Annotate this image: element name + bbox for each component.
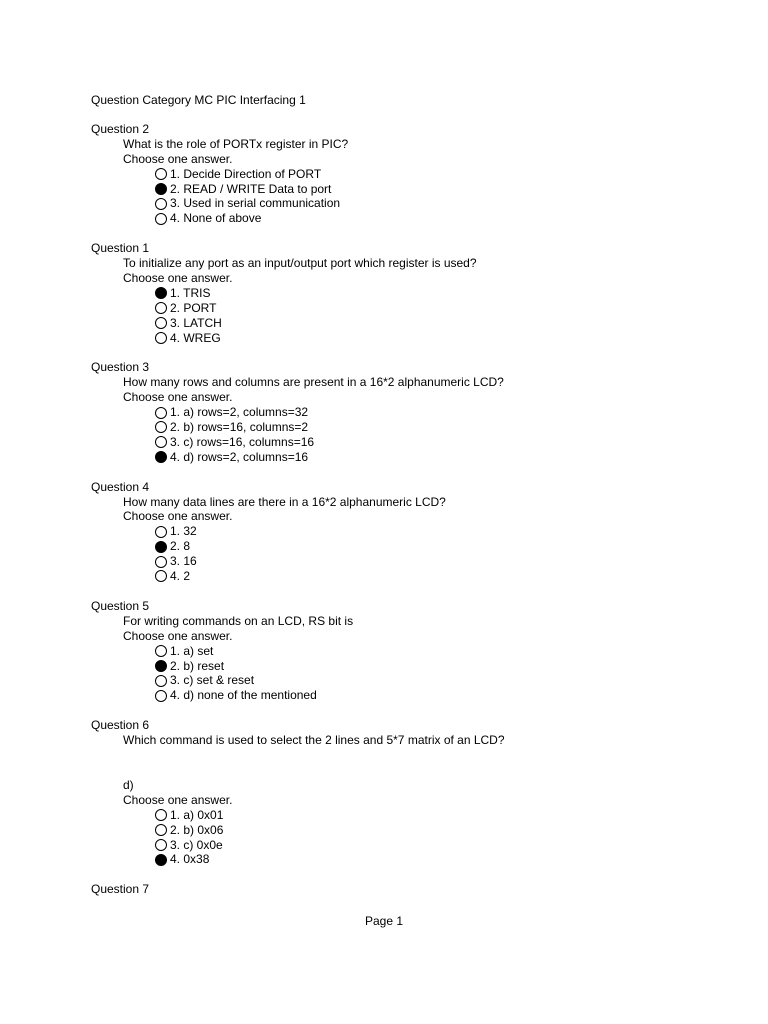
answer-option[interactable] <box>91 331 731 346</box>
answer-option[interactable] <box>91 524 731 539</box>
answer-option-label: 4. d) rows=2, columns=16 <box>170 449 309 464</box>
answer-option[interactable] <box>91 450 731 465</box>
answer-option-label: 4. WREG <box>170 330 221 345</box>
answer-option-label: 4. d) none of the mentioned <box>170 688 317 703</box>
answer-option-label: 1. TRIS <box>170 285 211 300</box>
answer-option[interactable] <box>91 659 731 674</box>
answer-option[interactable] <box>91 644 731 659</box>
answer-option[interactable] <box>91 554 731 569</box>
blank-space <box>91 748 731 778</box>
radio-unchecked-icon[interactable] <box>155 436 167 448</box>
question-block <box>91 480 731 584</box>
question-instruction: Choose one answer. <box>123 271 233 286</box>
radio-unchecked-icon[interactable] <box>155 213 167 225</box>
answer-option-label: 1. a) rows=2, columns=32 <box>170 405 309 420</box>
question-text: How many data lines are there in a 16*2 alphanumeric LCD? <box>123 494 446 509</box>
radio-checked-icon[interactable] <box>155 451 167 463</box>
answer-option-label: 2. b) reset <box>170 658 225 673</box>
answer-option-label: 2. b) 0x06 <box>170 822 224 837</box>
radio-checked-icon[interactable] <box>155 854 167 866</box>
answer-option-label: 2. b) rows=16, columns=2 <box>170 420 309 435</box>
answer-option-label: 1. 32 <box>170 524 197 539</box>
answer-option-label: 2. 8 <box>170 539 191 554</box>
question-instruction: Choose one answer. <box>123 628 233 643</box>
radio-unchecked-icon[interactable] <box>155 839 167 851</box>
radio-unchecked-icon[interactable] <box>155 526 167 538</box>
radio-unchecked-icon[interactable] <box>155 407 167 419</box>
question-text: To initialize any port as an input/output port which register is used? <box>123 256 477 271</box>
question-text: For writing commands on an LCD, RS bit is <box>123 613 354 628</box>
answer-option-label: 3. Used in serial communication <box>170 196 341 211</box>
answer-option[interactable] <box>91 435 731 450</box>
question-title: Question 5 <box>91 598 150 613</box>
answer-option-label: 4. None of above <box>170 211 262 226</box>
radio-unchecked-icon[interactable] <box>155 198 167 210</box>
answer-option-label: 3. c) set & reset <box>170 673 255 688</box>
radio-checked-icon[interactable] <box>155 183 167 195</box>
question-extra-text: d) <box>123 777 134 792</box>
question-instruction: Choose one answer. <box>123 792 233 807</box>
answer-option[interactable] <box>91 569 731 584</box>
answer-option[interactable] <box>91 688 731 703</box>
question-block <box>91 122 731 226</box>
answer-option[interactable] <box>91 182 731 197</box>
radio-unchecked-icon[interactable] <box>155 645 167 657</box>
question-block <box>91 882 731 897</box>
answer-option[interactable] <box>91 405 731 420</box>
question-list <box>91 122 731 912</box>
answer-option-label: 1. a) 0x01 <box>170 807 224 822</box>
radio-unchecked-icon[interactable] <box>155 317 167 329</box>
radio-unchecked-icon[interactable] <box>155 332 167 344</box>
answer-option[interactable] <box>91 852 731 867</box>
question-title: Question 1 <box>91 241 150 256</box>
answer-option[interactable] <box>91 539 731 554</box>
radio-unchecked-icon[interactable] <box>155 809 167 821</box>
question-text: How many rows and columns are present in a 16*2 alphanumeric LCD? <box>123 375 504 390</box>
question-text: What is the role of PORTx register in PIC? <box>123 136 349 151</box>
answer-option[interactable] <box>91 316 731 331</box>
answer-option[interactable] <box>91 196 731 211</box>
answer-option[interactable] <box>91 301 731 316</box>
radio-unchecked-icon[interactable] <box>155 824 167 836</box>
radio-unchecked-icon[interactable] <box>155 168 167 180</box>
answer-option[interactable] <box>91 673 731 688</box>
radio-checked-icon[interactable] <box>155 541 167 553</box>
radio-unchecked-icon[interactable] <box>155 675 167 687</box>
question-title: Question 7 <box>91 882 150 897</box>
page-number-footer: Page 1 <box>364 914 404 928</box>
question-title: Question 4 <box>91 479 150 494</box>
answer-option-label: 1. a) set <box>170 643 214 658</box>
question-instruction: Choose one answer. <box>123 390 233 405</box>
answer-option-label: 4. 2 <box>170 569 191 584</box>
answer-option-label: 3. LATCH <box>170 315 222 330</box>
question-block <box>91 599 731 703</box>
radio-unchecked-icon[interactable] <box>155 302 167 314</box>
radio-unchecked-icon[interactable] <box>155 556 167 568</box>
answer-option-label: 3. c) 0x0e <box>170 837 223 852</box>
answer-option-label: 3. c) rows=16, columns=16 <box>170 434 315 449</box>
question-text: Which command is used to select the 2 lines and 5*7 matrix of an LCD? <box>123 733 505 748</box>
answer-option-label: 4. 0x38 <box>170 852 210 867</box>
radio-checked-icon[interactable] <box>155 287 167 299</box>
answer-option[interactable] <box>91 838 731 853</box>
question-title: Question 6 <box>91 718 150 733</box>
answer-option[interactable] <box>91 823 731 838</box>
answer-option[interactable] <box>91 420 731 435</box>
question-instruction: Choose one answer. <box>123 509 233 524</box>
radio-checked-icon[interactable] <box>155 660 167 672</box>
answer-option[interactable] <box>91 808 731 823</box>
question-title: Question 3 <box>91 360 150 375</box>
question-block <box>91 718 731 867</box>
answer-option-label: 1. Decide Direction of PORT <box>170 166 322 181</box>
question-block <box>91 241 731 345</box>
radio-unchecked-icon[interactable] <box>155 690 167 702</box>
question-category-heading: Question Category MC PIC Interfacing 1 <box>91 93 306 107</box>
question-instruction: Choose one answer. <box>123 151 233 166</box>
radio-unchecked-icon[interactable] <box>155 570 167 582</box>
question-block <box>91 360 731 464</box>
question-title: Question 2 <box>91 122 150 136</box>
answer-option-label: 2. PORT <box>170 300 217 315</box>
answer-option-label: 3. 16 <box>170 554 197 569</box>
radio-unchecked-icon[interactable] <box>155 421 167 433</box>
answer-option-label: 2. READ / WRITE Data to port <box>170 181 332 196</box>
answer-option[interactable] <box>91 286 731 301</box>
answer-option[interactable] <box>91 167 731 182</box>
answer-option[interactable] <box>91 211 731 226</box>
